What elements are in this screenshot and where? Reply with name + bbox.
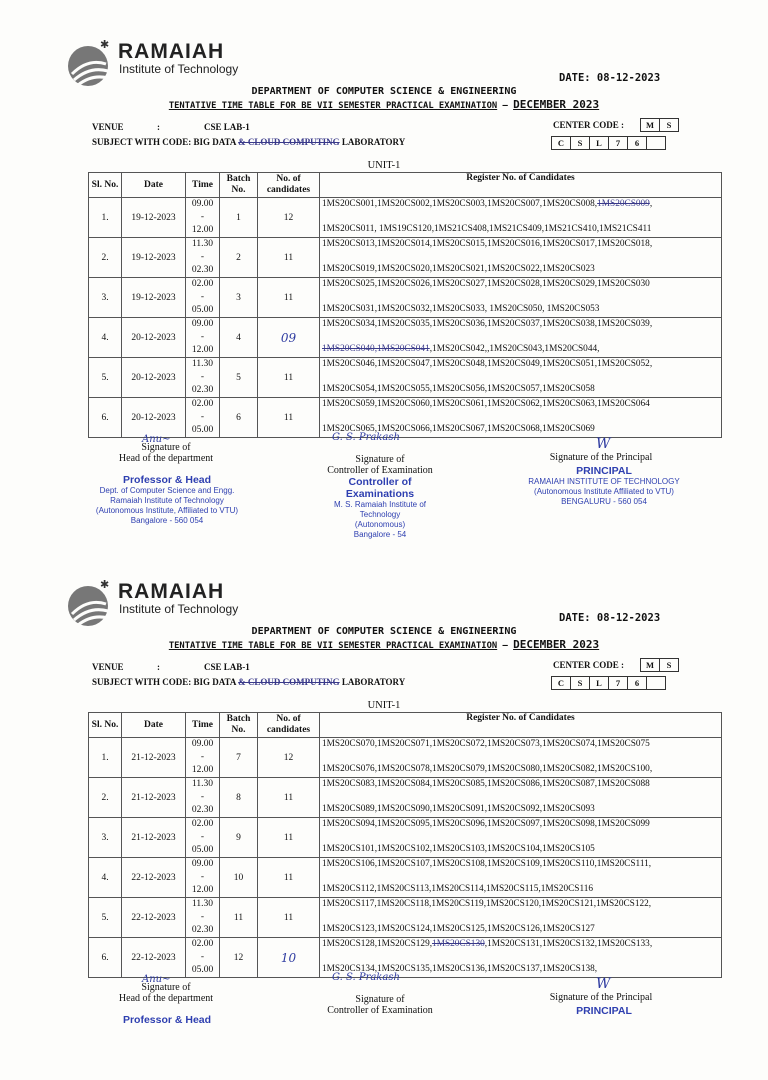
serial-number-cell: 5.	[89, 358, 122, 398]
time-line: 11.30	[191, 899, 214, 909]
register-line	[322, 763, 719, 775]
time-line: 02.00	[191, 399, 214, 409]
time-cell	[186, 318, 220, 358]
timetable-table	[88, 712, 722, 978]
subject-code-boxes	[551, 136, 665, 150]
register-numbers-cell	[320, 778, 722, 818]
venue-value: CSE LAB-1	[204, 122, 250, 132]
date-cell: 21-12-2023	[122, 738, 186, 778]
register-text: 1MS20CS046,1MS20CS047,1MS20CS048,1MS20CS049,1MS20CS051,1MS20CS052,	[322, 359, 653, 369]
register-numbers-cell	[320, 738, 722, 778]
register-text: ,1MS20CS131,1MS20CS132,1MS20CS133,	[484, 939, 653, 949]
time-line: 12.00	[191, 345, 214, 355]
serial-number-cell: 4.	[89, 858, 122, 898]
column-header: No. of candidates	[258, 713, 320, 738]
struck-subject-text: & CLOUD COMPUTING	[238, 677, 340, 687]
subject-code-box: L	[589, 676, 609, 690]
institute-name: RAMAIAH	[118, 580, 225, 603]
struck-register-number: 1MS20CS040,1MS20CS041	[322, 344, 430, 354]
register-text: 1MS20CS076,1MS20CS078,1MS20CS079,1MS20CS080,1MS20CS082,1MS20CS100,	[322, 764, 653, 774]
column-header: Batch No.	[220, 173, 258, 198]
time-line: 12.00	[191, 225, 214, 235]
column-header: Date	[122, 173, 186, 198]
batch-number-cell: 4	[220, 318, 258, 358]
candidate-count-cell: 11	[258, 778, 320, 818]
column-header: Sl. No.	[89, 713, 122, 738]
candidate-count-cell: 09	[258, 318, 320, 358]
serial-number-cell: 2.	[89, 238, 122, 278]
time-line: 11.30	[191, 359, 214, 369]
table-row	[89, 238, 722, 278]
register-text: 1MS20CS025,1MS20CS026,1MS20CS027,1MS20CS028,1MS20CS029,1MS20CS030	[322, 279, 650, 289]
stamp-line: M. S. Ramaiah Institute of Technology	[333, 500, 427, 519]
candidate-count-cell: 10	[258, 938, 320, 978]
svg-text:✱: ✱	[100, 39, 110, 51]
time-line: 09.00	[191, 199, 214, 209]
principal-signature-block: W Signature of the Principal	[549, 436, 653, 463]
hod-stamp	[82, 474, 252, 526]
time-line: 12.00	[191, 885, 214, 895]
candidate-count-cell: 11	[258, 858, 320, 898]
ramaiah-logo-icon	[62, 38, 114, 90]
register-text: 1MS20CS070,1MS20CS071,1MS20CS072,1MS20CS073,1MS20CS074,1MS20CS075	[322, 739, 650, 749]
table-row	[89, 278, 722, 318]
register-numbers-cell	[320, 818, 722, 858]
time-cell	[186, 858, 220, 898]
register-line	[322, 343, 719, 355]
candidate-count-cell: 11	[258, 398, 320, 438]
principal-signature-block: W Signature of the Principal	[549, 976, 653, 1003]
time-line: -	[200, 912, 205, 922]
column-header: Register No. of Candidates	[320, 713, 722, 738]
register-line	[322, 279, 650, 289]
batch-number-cell: 10	[220, 858, 258, 898]
table-row	[89, 738, 722, 778]
date-cell: 21-12-2023	[122, 818, 186, 858]
ramaiah-logo-icon	[62, 578, 114, 630]
register-text: 1MS20CS011, 1MS19CS120,1MS21CS408,1MS21CS409,1MS21CS410,1MS21CS411	[322, 224, 652, 234]
subject-code-box: 7	[608, 676, 628, 690]
department-title: DEPARTMENT OF COMPUTER SCIENCE & ENGINEERING	[251, 86, 517, 97]
table-row	[89, 938, 722, 978]
subject-code-box	[646, 136, 666, 150]
unit-label: UNIT-1	[367, 700, 401, 711]
column-header: Register No. of Candidates	[320, 173, 722, 198]
time-line: 02.00	[191, 939, 214, 949]
register-text: 1MS20CS112,1MS20CS113,1MS20CS114,1MS20CS115,1MS20CS116	[322, 884, 594, 894]
struck-register-number: 1MS20CS130	[432, 939, 485, 949]
subject-line: SUBJECT WITH CODE: BIG DATA & CLOUD COMPUTING LABORATORY	[92, 677, 406, 687]
time-line: -	[200, 752, 205, 762]
serial-number-cell: 6.	[89, 398, 122, 438]
time-line: -	[200, 372, 205, 382]
table-row	[89, 358, 722, 398]
time-line: 02.30	[191, 805, 214, 815]
venue-line: VENUE : CSE LAB-1	[92, 662, 250, 672]
date-cell: 20-12-2023	[122, 398, 186, 438]
time-line: 05.00	[191, 965, 214, 975]
table-row	[89, 818, 722, 858]
serial-number-cell: 1.	[89, 198, 122, 238]
register-line	[322, 239, 652, 249]
time-cell	[186, 818, 220, 858]
batch-number-cell: 11	[220, 898, 258, 938]
register-line	[322, 319, 652, 329]
register-line	[322, 899, 651, 909]
struck-register-number: 1MS20CS009	[597, 199, 650, 209]
center-code-box: S	[659, 658, 679, 672]
time-cell	[186, 238, 220, 278]
batch-number-cell: 8	[220, 778, 258, 818]
register-line	[322, 199, 652, 209]
venue-line: VENUE : CSE LAB-1	[92, 122, 250, 132]
stamp-line: (Autonomous Institute, Affiliated to VTU)	[95, 506, 239, 515]
register-text: 1MS20CS054,1MS20CS055,1MS20CS056,1MS20CS057,1MS20CS058	[322, 384, 595, 394]
batch-number-cell: 7	[220, 738, 258, 778]
timetable-page-2	[0, 540, 768, 1080]
register-text: 1MS20CS001,1MS20CS002,1MS20CS003,1MS20CS007,1MS20CS008,	[322, 199, 598, 209]
hod-handwritten-signature: Anu~	[142, 434, 171, 445]
candidate-count-cell: 11	[258, 238, 320, 278]
register-numbers-cell	[320, 858, 722, 898]
subject-code-box	[646, 676, 666, 690]
register-text: 1MS20CS089,1MS20CS090,1MS20CS091,1MS20CS092,1MS20CS093	[322, 804, 595, 814]
svg-text:✱: ✱	[100, 579, 110, 591]
register-text: 1MS20CS034,1MS20CS035,1MS20CS036,1MS20CS037,1MS20CS038,1MS20CS039,	[322, 319, 653, 329]
time-cell	[186, 738, 220, 778]
register-line	[322, 779, 650, 789]
register-text: 1MS20CS019,1MS20CS020,1MS20CS021,1MS20CS022,1MS20CS023	[322, 264, 595, 274]
subject-code-box: 6	[627, 136, 647, 150]
register-text: 1MS20CS013,1MS20CS014,1MS20CS015,1MS20CS016,1MS20CS017,1MS20CS018,	[322, 239, 653, 249]
batch-number-cell: 2	[220, 238, 258, 278]
document-date: DATE: 08-12-2023	[559, 72, 661, 84]
time-line: 02.30	[191, 925, 214, 935]
serial-number-cell: 3.	[89, 818, 122, 858]
date-cell: 21-12-2023	[122, 778, 186, 818]
register-text: 1MS20CS031,1MS20CS032,1MS20CS033, 1MS20CS050, 1MS20CS053	[322, 304, 600, 314]
hod-handwritten-signature: Anu~	[142, 974, 171, 985]
subject-line: SUBJECT WITH CODE: BIG DATA & CLOUD COMPUTING LABORATORY	[92, 137, 406, 147]
subject-code-boxes	[551, 676, 665, 690]
candidate-count-cell: 12	[258, 738, 320, 778]
time-cell	[186, 358, 220, 398]
time-line: 02.00	[191, 279, 214, 289]
exam-month: DECEMBER 2023	[513, 638, 600, 651]
candidate-count-cell: 12	[258, 198, 320, 238]
subject-code-box: C	[551, 676, 571, 690]
time-line: 02.00	[191, 819, 214, 829]
date-cell: 19-12-2023	[122, 238, 186, 278]
date-cell: 22-12-2023	[122, 858, 186, 898]
column-header: Time	[186, 713, 220, 738]
register-line	[322, 939, 652, 949]
time-line: -	[200, 212, 205, 222]
register-line	[322, 223, 719, 235]
stamp-line: Professor & Head	[122, 474, 212, 486]
register-line	[322, 359, 652, 369]
date-cell: 20-12-2023	[122, 318, 186, 358]
table-row	[89, 398, 722, 438]
subject-code-box: S	[570, 676, 590, 690]
coe-signature-block: G. S. Prakash Signature of Controller of Examination	[327, 972, 433, 1016]
time-line: -	[200, 952, 205, 962]
stamp-line: Bangalore - 560 054	[130, 516, 204, 525]
batch-number-cell: 5	[220, 358, 258, 398]
time-line: -	[200, 872, 205, 882]
subject-code-box: 7	[608, 136, 628, 150]
register-text: 1MS20CS101,1MS20CS102,1MS20CS103,1MS20CS104,1MS20CS105	[322, 844, 595, 854]
principal-stamp	[516, 465, 692, 507]
struck-subject-text: & CLOUD COMPUTING	[238, 137, 340, 147]
center-code-label: CENTER CODE :	[553, 120, 625, 130]
table-row	[89, 858, 722, 898]
time-line: 09.00	[191, 739, 214, 749]
register-text: 1MS20CS083,1MS20CS084,1MS20CS085,1MS20CS086,1MS20CS087,1MS20CS088	[322, 779, 650, 789]
hod-stamp	[82, 1014, 252, 1026]
stamp-line: Dept. of Computer Science and Engg.	[99, 486, 235, 495]
date-cell: 22-12-2023	[122, 938, 186, 978]
table-row	[89, 318, 722, 358]
time-line: 05.00	[191, 425, 214, 435]
time-line: -	[200, 332, 205, 342]
stamp-line: RAMAIAH INSTITUTE OF TECHNOLOGY	[528, 477, 680, 486]
time-cell	[186, 898, 220, 938]
time-line: -	[200, 292, 205, 302]
coe-handwritten-signature: G. S. Prakash	[332, 972, 400, 983]
stamp-line: PRINCIPAL	[576, 1005, 632, 1017]
register-text: 1MS20CS134,1MS20CS135,1MS20CS136,1MS20CS137,1MS20CS138,	[322, 964, 598, 974]
column-header: Sl. No.	[89, 173, 122, 198]
serial-number-cell: 6.	[89, 938, 122, 978]
register-line	[322, 819, 650, 829]
time-line: -	[200, 412, 205, 422]
timetable-title: TENTATIVE TIME TABLE FOR BE VII SEMESTER PRACTICAL EXAMINATION – DECEMBER 2023	[168, 98, 600, 111]
time-line: 02.30	[191, 265, 214, 275]
candidate-count-cell: 11	[258, 898, 320, 938]
coe-signature-block: G. S. Prakash Signature of Controller of Examination	[327, 432, 433, 476]
batch-number-cell: 1	[220, 198, 258, 238]
institute-subtitle: Institute of Technology	[119, 62, 239, 76]
stamp-line: Ramaiah Institute of Technology	[110, 496, 224, 505]
batch-number-cell: 9	[220, 818, 258, 858]
time-cell	[186, 278, 220, 318]
stamp-line: Professor & Head	[122, 1014, 212, 1026]
time-line: -	[200, 832, 205, 842]
register-numbers-cell	[320, 198, 722, 238]
register-numbers-cell	[320, 238, 722, 278]
coe-stamp	[318, 476, 442, 540]
register-numbers-cell	[320, 278, 722, 318]
time-line: 12.00	[191, 765, 214, 775]
time-cell	[186, 398, 220, 438]
serial-number-cell: 5.	[89, 898, 122, 938]
date-cell: 22-12-2023	[122, 898, 186, 938]
subject-code-box: S	[570, 136, 590, 150]
center-code-box: M	[640, 658, 660, 672]
register-text: 1MS20CS117,1MS20CS118,1MS20CS119,1MS20CS120,1MS20CS121,1MS20CS122,	[322, 899, 652, 909]
date-cell: 19-12-2023	[122, 198, 186, 238]
register-text: 1MS20CS065,1MS20CS066,1MS20CS067,1MS20CS068,1MS20CS069	[322, 424, 595, 434]
time-line: 09.00	[191, 859, 214, 869]
serial-number-cell: 2.	[89, 778, 122, 818]
date-cell: 20-12-2023	[122, 358, 186, 398]
unit-label: UNIT-1	[367, 160, 401, 171]
subject-code-box: 6	[627, 676, 647, 690]
hod-signature-block: Anu~ Signature of Head of the department	[118, 434, 214, 464]
center-code-boxes	[640, 658, 678, 672]
center-code-boxes	[640, 118, 678, 132]
table-header-row	[89, 173, 722, 198]
principal-handwritten-signature: W	[596, 976, 611, 992]
timetable-title: TENTATIVE TIME TABLE FOR BE VII SEMESTER PRACTICAL EXAMINATION – DECEMBER 2023	[168, 638, 600, 651]
register-line	[322, 803, 719, 815]
document-date: DATE: 08-12-2023	[559, 612, 661, 624]
column-header: Time	[186, 173, 220, 198]
stamp-line: BENGALURU - 560 054	[561, 497, 647, 506]
column-header: Date	[122, 713, 186, 738]
stamp-line: (Autonomous)	[354, 520, 406, 529]
register-numbers-cell	[320, 358, 722, 398]
register-text: 1MS20CS128,1MS20CS129,	[322, 939, 433, 949]
register-line	[322, 399, 650, 409]
column-header: Batch No.	[220, 713, 258, 738]
time-cell	[186, 198, 220, 238]
register-line	[322, 843, 719, 855]
time-line: -	[200, 252, 205, 262]
time-line: 02.30	[191, 385, 214, 395]
timetable-table	[88, 172, 722, 438]
time-line: 05.00	[191, 305, 214, 315]
stamp-line: (Autonomous Institute Affiliated to VTU)	[534, 487, 674, 496]
register-line	[322, 883, 719, 895]
stamp-line: Controller of Examinations	[345, 476, 415, 500]
time-line: -	[200, 792, 205, 802]
center-code-box: M	[640, 118, 660, 132]
table-row	[89, 778, 722, 818]
coe-handwritten-signature: G. S. Prakash	[332, 432, 400, 443]
candidate-count-cell: 11	[258, 818, 320, 858]
register-text: ,1MS20CS042,,1MS20CS043,1MS20CS044,	[429, 344, 600, 354]
subject-code-box: L	[589, 136, 609, 150]
register-line	[322, 859, 651, 869]
center-code-box: S	[659, 118, 679, 132]
register-numbers-cell	[320, 318, 722, 358]
center-code-label: CENTER CODE :	[553, 660, 625, 670]
institute-name: RAMAIAH	[118, 40, 225, 63]
time-cell	[186, 938, 220, 978]
register-line	[322, 739, 650, 749]
candidate-count-cell: 11	[258, 358, 320, 398]
stamp-line: PRINCIPAL	[576, 465, 632, 477]
register-line	[322, 263, 719, 275]
principal-stamp	[516, 1005, 692, 1017]
exam-month: DECEMBER 2023	[513, 98, 600, 111]
venue-value: CSE LAB-1	[204, 662, 250, 672]
serial-number-cell: 3.	[89, 278, 122, 318]
register-line	[322, 303, 719, 315]
batch-number-cell: 12	[220, 938, 258, 978]
subject-code-box: C	[551, 136, 571, 150]
column-header: No. of candidates	[258, 173, 320, 198]
register-text: 1MS20CS094,1MS20CS095,1MS20CS096,1MS20CS097,1MS20CS098,1MS20CS099	[322, 819, 650, 829]
table-row	[89, 198, 722, 238]
register-numbers-cell	[320, 898, 722, 938]
register-line	[322, 923, 719, 935]
serial-number-cell: 1.	[89, 738, 122, 778]
institute-subtitle: Institute of Technology	[119, 602, 239, 616]
department-title: DEPARTMENT OF COMPUTER SCIENCE & ENGINEERING	[251, 626, 517, 637]
stamp-line: Bangalore - 54	[353, 530, 407, 539]
date-cell: 19-12-2023	[122, 278, 186, 318]
batch-number-cell: 3	[220, 278, 258, 318]
time-line: 09.00	[191, 319, 214, 329]
register-text: 1MS20CS059,1MS20CS060,1MS20CS061,1MS20CS062,1MS20CS063,1MS20CS064	[322, 399, 650, 409]
register-line	[322, 383, 719, 395]
table-header-row	[89, 713, 722, 738]
batch-number-cell: 6	[220, 398, 258, 438]
register-text: ,	[649, 199, 653, 209]
candidate-count-cell: 11	[258, 278, 320, 318]
register-text: 1MS20CS106,1MS20CS107,1MS20CS108,1MS20CS109,1MS20CS110,1MS20CS111,	[322, 859, 652, 869]
time-line: 05.00	[191, 845, 214, 855]
serial-number-cell: 4.	[89, 318, 122, 358]
principal-handwritten-signature: W	[596, 436, 611, 452]
table-row	[89, 898, 722, 938]
time-line: 11.30	[191, 239, 214, 249]
register-text: 1MS20CS123,1MS20CS124,1MS20CS125,1MS20CS126,1MS20CS127	[322, 924, 595, 934]
time-line: 11.30	[191, 779, 214, 789]
time-cell	[186, 778, 220, 818]
hod-signature-block: Anu~ Signature of Head of the department	[118, 974, 214, 1004]
